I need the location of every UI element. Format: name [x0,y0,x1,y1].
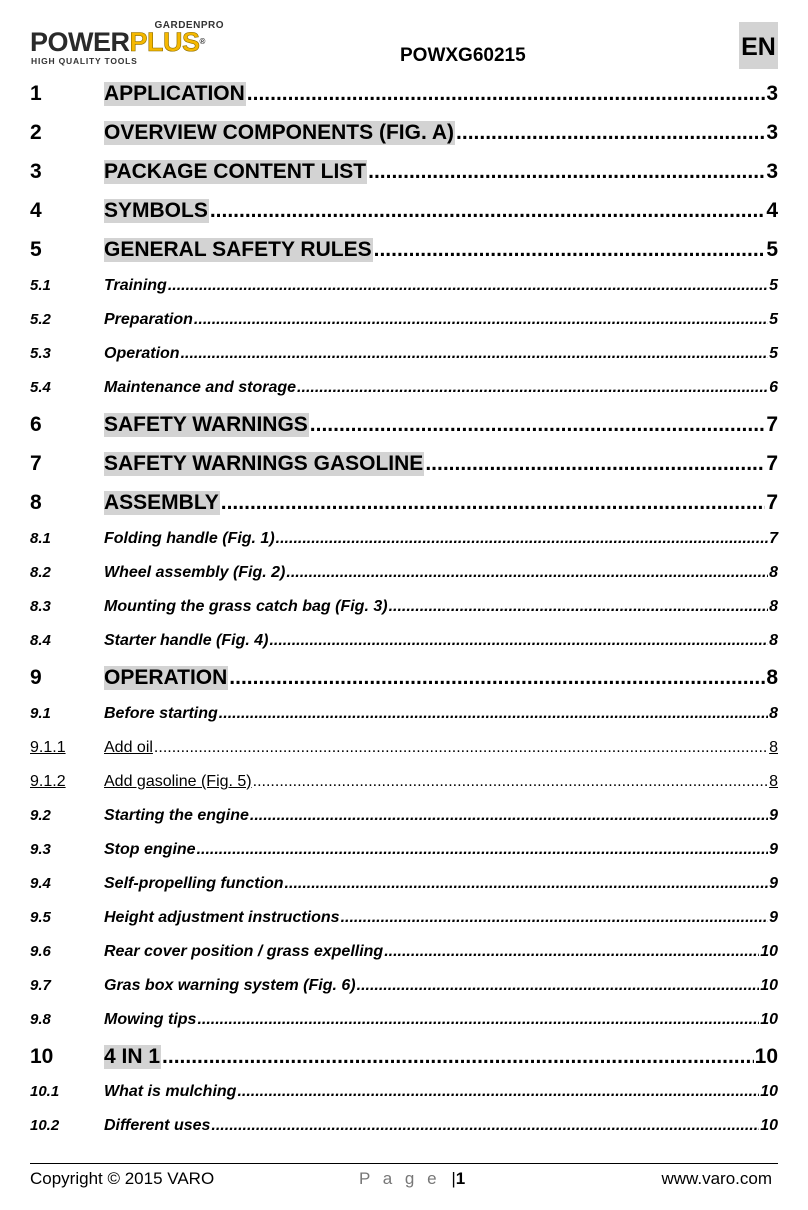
toc-entry[interactable] [30,530,778,552]
toc-entry-title: Add oil [104,739,153,756]
toc-entry-title: Operation [104,345,180,362]
toc-entry-number: 5.4 [30,379,51,396]
toc-dot-leader [253,773,768,791]
toc-dot-leader [341,909,769,927]
toc-entry[interactable] [30,199,778,229]
toc-entry-page: 8 [769,739,778,756]
toc-entry-title: GENERAL SAFETY RULES [104,238,372,261]
toc-entry[interactable] [30,277,778,299]
toc-entry-title: Different uses [104,1117,211,1134]
toc-entry-title: Wheel assembly (Fig. 2) [104,564,286,581]
toc-entry-page: 10 [760,1083,778,1100]
toc-entry-page: 10 [754,1045,778,1068]
toc-entry-number: 9.5 [30,909,51,926]
toc-dot-leader [168,277,768,295]
toc-dot-leader [456,121,765,145]
toc-entry-title: Add gasoline (Fig. 5) [104,773,252,790]
toc-entry[interactable] [30,311,778,333]
toc-entry-title: Height adjustment instructions [104,909,340,926]
copyright-text: Copyright © 2015 VARO [30,1169,215,1188]
page-indicator [359,1169,465,1189]
logo-registered-mark: ® [199,37,205,46]
toc-entry-page: 3 [766,82,778,105]
toc-entry-title: Rear cover position / grass expelling [104,943,384,960]
toc-dot-leader [237,1083,759,1101]
toc-entry-number: 4 [30,199,42,222]
toc-dot-leader [219,705,768,723]
model-number: POWXG60215 [400,45,526,66]
toc-entry-number: 8 [30,491,42,514]
toc-dot-leader [210,199,765,223]
page-footer [30,1169,778,1193]
toc-dot-leader [229,666,765,690]
toc-entry-page: 3 [766,160,778,183]
toc-entry[interactable] [30,379,778,401]
toc-entry-page: 5 [766,238,778,261]
toc-entry-title: Folding handle (Fig. 1) [104,530,275,547]
toc-entry-page: 8 [766,666,778,689]
toc-entry-number: 6 [30,413,42,436]
toc-entry-title: 4 IN 1 [104,1045,161,1068]
toc-entry[interactable] [30,705,778,727]
toc-entry-number: 5 [30,238,42,261]
toc-entry-page: 5 [769,345,778,362]
toc-dot-leader [297,379,768,397]
toc-dot-leader [374,238,766,262]
toc-entry[interactable] [30,121,778,151]
toc-entry[interactable] [30,666,778,696]
toc-entry-title: Mowing tips [104,1011,197,1028]
toc-dot-leader [162,1045,754,1069]
toc-entry-page: 6 [769,379,778,396]
toc-entry-number: 5.2 [30,311,51,328]
page-header [0,0,808,80]
toc-entry-title: SAFETY WARNINGS GASOLINE [104,452,424,475]
toc-entry-page: 7 [766,452,778,475]
toc-entry-number: 7 [30,452,42,475]
toc-entry[interactable] [30,739,778,761]
toc-entry-number: 9.2 [30,807,51,824]
toc-dot-leader [286,564,768,582]
logo-tagline: HIGH QUALITY TOOLS [31,56,138,66]
toc-entry[interactable] [30,807,778,829]
toc-entry[interactable] [30,632,778,654]
toc-entry[interactable] [30,82,778,112]
toc-entry[interactable] [30,564,778,586]
logo-gardenpro-text: GARDENPRO [154,20,224,31]
toc-dot-leader [276,530,768,548]
toc-dot-leader [194,311,768,329]
toc-entry-page: 9 [769,875,778,892]
toc-entry-number: 9.1.2 [30,773,66,790]
toc-entry-number: 10 [30,1045,54,1068]
toc-entry-title: Training [104,277,167,294]
logo-plus-text: PLUS [129,27,200,57]
toc-entry-title: OVERVIEW COMPONENTS (FIG. A) [104,121,455,144]
toc-entry-page: 8 [769,564,778,581]
toc-dot-leader [310,413,766,437]
toc-dot-leader [389,598,769,616]
toc-entry-number: 9.4 [30,875,51,892]
toc-entry-title: Gras box warning system (Fig. 6) [104,977,356,994]
toc-entry-page: 8 [769,705,778,722]
logo-wordmark [30,27,205,57]
toc-entry[interactable] [30,491,778,521]
toc-entry-title: SAFETY WARNINGS [104,413,308,436]
toc-entry[interactable] [30,1083,778,1105]
toc-entry-number: 9.6 [30,943,51,960]
toc-entry-page: 5 [769,277,778,294]
toc-entry[interactable] [30,875,778,897]
toc-entry[interactable] [30,345,778,367]
powerplus-logo [30,20,230,68]
toc-entry[interactable] [30,977,778,999]
website-link[interactable]: www.varo.com [661,1169,772,1188]
toc-dot-leader [250,807,768,825]
toc-dot-leader [197,841,769,859]
toc-entry[interactable] [30,160,778,190]
toc-entry[interactable] [30,1011,778,1033]
toc-entry[interactable] [30,1117,778,1139]
toc-entry-number: 9.7 [30,977,51,994]
toc-entry-page: 8 [769,598,778,615]
toc-entry-page: 3 [766,121,778,144]
page-label: P a g e [359,1169,441,1188]
logo-power-text: POWER [30,27,130,57]
toc-entry-page: 10 [760,1117,778,1134]
toc-entry-title: Stop engine [104,841,196,858]
toc-dot-leader [368,160,765,184]
toc-entry-page: 5 [769,311,778,328]
toc-entry-page: 4 [766,199,778,222]
toc-entry-title: Maintenance and storage [104,379,297,396]
page-separator: | [451,1169,456,1188]
toc-entry-number: 2 [30,121,42,144]
toc-entry-number: 8.4 [30,632,51,649]
toc-entry-title: Starting the engine [104,807,249,824]
toc-entry-title: Before starting [104,705,218,722]
toc-entry-title: OPERATION [104,666,228,689]
toc-dot-leader [197,1011,759,1029]
toc-entry[interactable] [30,413,778,443]
toc-entry-page: 7 [766,413,778,436]
toc-entry-number: 9 [30,666,42,689]
toc-entry-title: PACKAGE CONTENT LIST [104,160,367,183]
toc-dot-leader [269,632,768,650]
toc-entry-page: 9 [769,841,778,858]
toc-entry-title: Mounting the grass catch bag (Fig. 3) [104,598,388,615]
toc-dot-leader [285,875,769,893]
toc-entry-number: 10.1 [30,1083,60,1100]
toc-dot-leader [211,1117,759,1135]
toc-entry-number: 8.1 [30,530,51,547]
toc-entry-page: 8 [769,773,778,790]
toc-dot-leader [154,739,768,757]
toc-entry-page: 10 [760,943,778,960]
toc-entry-title: Starter handle (Fig. 4) [104,632,269,649]
toc-entry-title: APPLICATION [104,82,245,105]
toc-entry[interactable] [30,452,778,482]
toc-dot-leader [247,82,766,106]
toc-entry[interactable] [30,1045,778,1075]
toc-dot-leader [357,977,760,995]
page-number: 1 [455,1169,466,1188]
toc-entry[interactable] [30,841,778,863]
toc-entry-title: SYMBOLS [104,199,208,222]
toc-entry[interactable] [30,238,778,268]
toc-entry-page: 7 [766,491,778,514]
toc-entry-page: 9 [769,807,778,824]
toc-entry-page: 10 [760,1011,778,1028]
toc-entry-number: 1 [30,82,42,105]
toc-entry-number: 5.3 [30,345,51,362]
toc-dot-leader [181,345,769,363]
toc-entry-number: 9.8 [30,1011,51,1028]
toc-entry-number: 3 [30,160,42,183]
toc-entry-title: Self-propelling function [104,875,284,892]
toc-entry-number: 5.1 [30,277,51,294]
toc-entry-title: Preparation [104,311,193,328]
toc-entry[interactable] [30,773,778,795]
toc-entry[interactable] [30,909,778,931]
toc-entry-page: 9 [769,909,778,926]
toc-entry-number: 9.1.1 [30,739,66,756]
toc-entry-number: 8.2 [30,564,51,581]
toc-entry[interactable] [30,598,778,620]
toc-entry-page: 7 [769,530,778,547]
toc-entry-page: 10 [760,977,778,994]
toc-entry[interactable] [30,943,778,965]
toc-entry-number: 10.2 [30,1117,60,1134]
toc-entry-title: What is mulching [104,1083,237,1100]
toc-entry-number: 9.1 [30,705,51,722]
footer-divider [30,1163,778,1164]
language-badge: EN [739,22,778,69]
toc-entry-title: ASSEMBLY [104,491,219,514]
toc-dot-leader [384,943,759,961]
toc-entry-page: 8 [769,632,778,649]
toc-dot-leader [221,491,766,515]
toc-entry-number: 9.3 [30,841,51,858]
toc-entry-number: 8.3 [30,598,51,615]
toc-dot-leader [425,452,765,476]
